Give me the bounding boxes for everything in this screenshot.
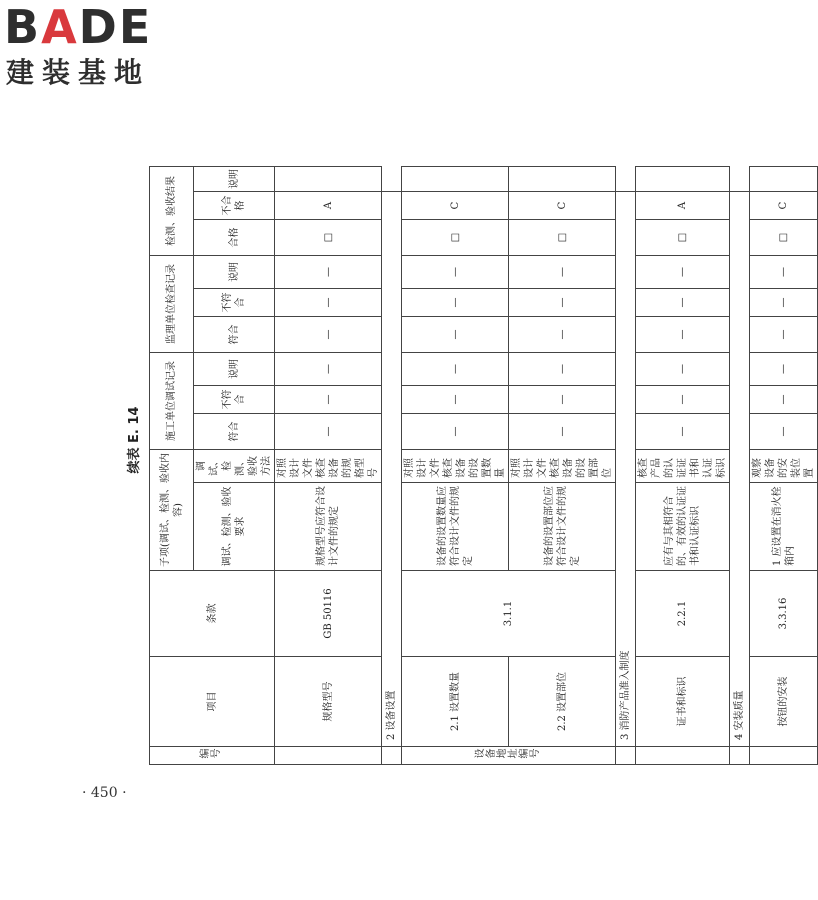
- cell-dash: —: [750, 256, 818, 289]
- cell-dash: —: [750, 289, 818, 317]
- table-row: [750, 167, 818, 765]
- section-heading: 2 设备设置: [382, 192, 402, 747]
- rotated-page: [115, 115, 815, 765]
- cell-method: 对照设计文件核查设备的设置部位: [509, 450, 616, 483]
- header-subitem: 子项(调试、检测、验收内容): [150, 450, 194, 571]
- cell-dash: —: [636, 353, 730, 386]
- cell-grade: A: [275, 192, 382, 220]
- header-qualified: 合格: [194, 220, 275, 256]
- cell-dash: —: [402, 317, 509, 353]
- cell-dash: —: [636, 289, 730, 317]
- logo: [4, 2, 179, 102]
- cell-note: [636, 167, 730, 192]
- header-method: 调试、检测、验收方法: [194, 450, 275, 483]
- cell-dash: —: [509, 353, 616, 386]
- cell-dash: —: [275, 386, 382, 414]
- cell-dash: —: [275, 317, 382, 353]
- cell-method: 对照设计文件核查设备的设置数量: [402, 450, 509, 483]
- cell-grade: A: [636, 192, 730, 220]
- cell-dash: —: [509, 386, 616, 414]
- header-note: 说明: [194, 353, 275, 386]
- header-conform: 符合: [194, 317, 275, 353]
- cell-grade: C: [750, 192, 818, 220]
- cell-dash: —: [275, 414, 382, 450]
- cell-note: [509, 167, 616, 192]
- cell-dash: —: [402, 353, 509, 386]
- header-note: 说明: [194, 167, 275, 192]
- cell-grade: C: [402, 192, 509, 220]
- cell-dash: —: [636, 317, 730, 353]
- cell-dash: —: [636, 386, 730, 414]
- header-item: 项目: [150, 657, 275, 747]
- cell-dash: —: [402, 414, 509, 450]
- cell-grade: C: [509, 192, 616, 220]
- cell-method: 对照设计文件核查设备的规格型号: [275, 450, 382, 483]
- cell-clause: GB 50116: [275, 571, 382, 657]
- cell-dash: —: [509, 256, 616, 289]
- inspection-table: [149, 166, 818, 765]
- cell-dash: —: [402, 256, 509, 289]
- cell-item: 规格型号: [275, 657, 382, 747]
- section-heading: 3 消防产品准入制度: [616, 192, 636, 747]
- cell-clause: 3.1.1: [402, 571, 616, 657]
- header-unqualified: 不合格: [194, 192, 275, 220]
- header-construction: 施工单位调试记录: [150, 353, 194, 450]
- cell-item: 2.1 设置数量: [402, 657, 509, 747]
- cell-dash: —: [509, 414, 616, 450]
- cell-method: 核查产品的认证证书和认证标识: [636, 450, 730, 483]
- cell-item: 2.2 设置部位: [509, 657, 616, 747]
- header-conform: 符合: [194, 414, 275, 450]
- cell-dash: —: [402, 289, 509, 317]
- section-row: [616, 167, 636, 765]
- section-row: [730, 167, 750, 765]
- cell-req: 设备的设置数量应符合设计文件的规定: [402, 483, 509, 571]
- qualified-checkbox: □: [509, 220, 616, 256]
- cell-dash: —: [275, 353, 382, 386]
- cell-clause: 3.3.16: [750, 571, 818, 657]
- header-no: 编号: [150, 747, 275, 765]
- cell-dash: —: [509, 317, 616, 353]
- table-row: [275, 167, 382, 765]
- section-heading: 4 安装质量: [730, 192, 750, 747]
- cell-req: 规格型号应符合设计文件的规定: [275, 483, 382, 571]
- logo-wordmark: BADE: [4, 0, 153, 54]
- cell-dash: —: [636, 256, 730, 289]
- cell-note: [750, 167, 818, 192]
- cell-dash: —: [275, 289, 382, 317]
- cell-item: 按钮的安装: [750, 657, 818, 747]
- cell-dash: —: [636, 414, 730, 450]
- header-nonconform: 不符合: [194, 289, 275, 317]
- cell-no: [750, 747, 818, 765]
- cell-no: [382, 747, 402, 765]
- cell-note: [275, 167, 382, 192]
- cell-dash: —: [750, 386, 818, 414]
- cell-dash: —: [750, 414, 818, 450]
- logo-accent-letter: A: [41, 0, 79, 54]
- header-result: 检测、验收结果: [150, 167, 194, 256]
- cell-dash: —: [509, 289, 616, 317]
- qualified-checkbox: □: [275, 220, 382, 256]
- cell-no: [730, 747, 750, 765]
- logo-subtitle: 建装基地: [6, 56, 151, 89]
- cell-group: 设备地址编号: [402, 747, 616, 765]
- cell-no: [616, 747, 636, 765]
- cell-req: 应有与其相符合的、有效的认证证书和认证标识: [636, 483, 730, 571]
- cell-method: 观察设备的安装位置: [750, 450, 818, 483]
- cell-clause: 2.2.1: [636, 571, 730, 657]
- cell-item: 证书和标识: [636, 657, 730, 747]
- table-title: 续表 E. 14: [127, 406, 142, 474]
- header-nonconform: 不符合: [194, 386, 275, 414]
- qualified-checkbox: □: [750, 220, 818, 256]
- table-row: [636, 167, 730, 765]
- cell-req: 1 应设置在消火栓箱内: [750, 483, 818, 571]
- qualified-checkbox: □: [636, 220, 730, 256]
- cell-note: [402, 167, 509, 192]
- qualified-checkbox: □: [402, 220, 509, 256]
- header-req: 调试、检测、验收要求: [194, 483, 275, 571]
- page-number: · 450 ·: [82, 785, 127, 801]
- cell-req: 设备的设置部位应符合设计文件的规定: [509, 483, 616, 571]
- cell-dash: —: [750, 353, 818, 386]
- table-row: [509, 167, 616, 765]
- header-note: 说明: [194, 256, 275, 289]
- cell-no: [275, 747, 382, 765]
- header-clause: 条款: [150, 571, 275, 657]
- table-row: [402, 167, 509, 765]
- cell-dash: —: [402, 386, 509, 414]
- cell-dash: —: [750, 317, 818, 353]
- section-row: [382, 167, 402, 765]
- cell-no: [636, 747, 730, 765]
- cell-dash: —: [275, 256, 382, 289]
- header-supervision: 监理单位检查记录: [150, 256, 194, 353]
